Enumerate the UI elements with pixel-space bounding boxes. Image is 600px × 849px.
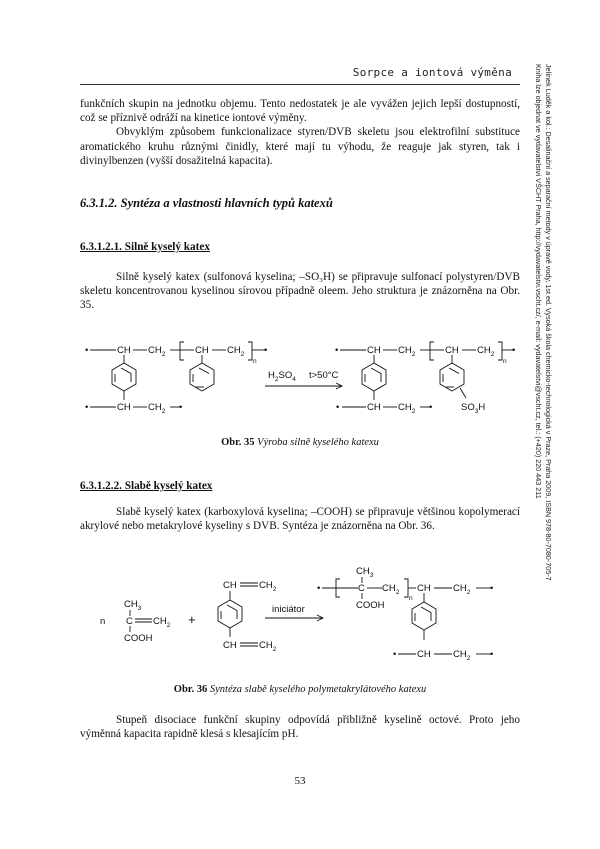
methacrylic-acid-monomer bbox=[100, 599, 171, 644]
chain-end-dot: • bbox=[490, 649, 494, 660]
figure-35-scheme bbox=[80, 330, 520, 430]
product-polymer bbox=[335, 342, 515, 415]
ch-label-2: CH bbox=[223, 640, 237, 651]
n-coefficient: n bbox=[100, 616, 106, 627]
paragraph-block-4 bbox=[80, 713, 520, 741]
chain-end-dot: • bbox=[393, 649, 397, 660]
paragraph-block-2 bbox=[80, 270, 520, 313]
ch-label-3: CH bbox=[417, 583, 431, 594]
chain-end-dot: • bbox=[512, 345, 516, 356]
reaction-arrow bbox=[265, 370, 342, 389]
paragraph-3: Silně kyselý katex (sulfonová kyselina; –SO₃H) se připravuje sulfonací polystyren/DVB skeletu koncentrovanou kyselinou sírovou případně oleem. Jeho struktura je znázorněna na Obr. 35. bbox=[80, 271, 520, 312]
chain-end-dot: • bbox=[429, 402, 433, 413]
chain-end-dot: • bbox=[179, 402, 183, 413]
figure-36-caption-text: Syntéza slabě kyselého polymetakrylátového katexu bbox=[209, 684, 427, 695]
cooh-label-2: COOH bbox=[356, 600, 385, 611]
n-index: n bbox=[409, 595, 413, 602]
paragraph-1: funkčních skupin na jednotku objemu. Tento nedostatek je ale vyvážen jejich lepší dostupností, což se příznivě odráží na kinetice iontové výměny. bbox=[80, 98, 520, 125]
plus-sign: + bbox=[188, 612, 196, 627]
side-citation-note bbox=[534, 64, 553, 764]
ch2-label-4: $CH_2$ bbox=[398, 345, 416, 358]
ch2-label-6: $CH_2$ bbox=[398, 402, 416, 415]
so3h-label: $SO_3H$ bbox=[461, 402, 486, 415]
paragraph-block-3 bbox=[80, 505, 520, 533]
ch-label: CH bbox=[117, 345, 131, 356]
ch-label-2: CH bbox=[195, 345, 209, 356]
header-rule bbox=[80, 84, 520, 85]
chain-end-dot: • bbox=[336, 402, 340, 413]
ch2-label-2: $CH_2$ bbox=[259, 580, 277, 593]
n-index: n bbox=[253, 358, 257, 365]
condition-label: t>50°C bbox=[309, 370, 339, 381]
c-label-2: C bbox=[358, 583, 365, 594]
figure-36-scheme bbox=[80, 558, 520, 670]
n-index-2: n bbox=[503, 358, 507, 365]
initiator-label: iniciátor bbox=[272, 604, 305, 615]
ch-label-5: CH bbox=[445, 345, 459, 356]
chain-end-dot: • bbox=[85, 345, 89, 356]
section-heading-6-3-1-2: 6.3.1.2. Syntéza a vlastnosti hlavních typů katexů bbox=[80, 196, 333, 210]
ch-label: CH bbox=[223, 580, 237, 591]
ch-label-4: CH bbox=[417, 649, 431, 660]
ch3-label-2: $CH_3$ bbox=[356, 566, 374, 579]
ch2-label-2: $CH_2$ bbox=[227, 345, 245, 358]
polymethacrylate-product bbox=[317, 566, 493, 662]
paragraph-2: Obvyklým způsobem funkcionalizace styren/DVB skeletu jsou elektrofilní substituce aromatického kruhu různými činidly, které mají tu výhodu, že reaguje jak styren, tak i divinylbenzen (vyšší dosažitelná kapacita). bbox=[80, 126, 520, 167]
ch-label-6: CH bbox=[367, 402, 381, 413]
side-note-line-1: Jelínek Luděk a kol.: Desalinační a separační metody v úpravě vody, 1st ed. Vysoká škola chemicko-technologická v Praze, Praha 2009, ISBN 978-80-7080-705-7 bbox=[544, 64, 553, 581]
ch2-label-5: $CH_2$ bbox=[453, 583, 471, 596]
subsection-heading-6-3-1-2-1: 6.3.1.2.1. Silně kyselý katex bbox=[80, 241, 210, 253]
reaction-arrow-2 bbox=[265, 604, 323, 621]
figure-36-label: Obr. 36 bbox=[173, 684, 208, 695]
ch2-label: $CH_2$ bbox=[153, 616, 171, 629]
reagent-label: $H_2SO_4$ bbox=[268, 370, 296, 383]
subsection-heading-6-3-1-2-2: 6.3.1.2.2. Slabě kyselý katex bbox=[80, 480, 213, 492]
chain-end-dot: • bbox=[264, 345, 268, 356]
figure-36-caption bbox=[80, 684, 520, 695]
ch2-label-4: $CH_2$ bbox=[382, 583, 400, 596]
chain-end-dot: • bbox=[317, 583, 321, 594]
ch3-label: $CH_3$ bbox=[124, 599, 142, 612]
divinylbenzene-monomer bbox=[218, 580, 277, 653]
reactant-polymer bbox=[85, 342, 267, 415]
figure-35-label: Obr. 35 bbox=[221, 437, 255, 448]
cooh-label: COOH bbox=[124, 633, 153, 644]
ch2-label-3: $CH_2$ bbox=[259, 640, 277, 653]
ch-label-4: CH bbox=[367, 345, 381, 356]
chain-end-dot: • bbox=[335, 345, 339, 356]
page-number: 53 bbox=[294, 775, 306, 787]
chain-end-dot: • bbox=[490, 583, 494, 594]
paragraph-4: Slabě kyselý katex (karboxylová kyselina; –COOH) se připravuje většinou kopolymerací akrylové nebo metakrylové kyseliny s DVB. Syntéza je znázorněna na Obr. 36. bbox=[80, 506, 520, 533]
chain-end-dot: • bbox=[85, 402, 89, 413]
c-label: C bbox=[126, 616, 133, 627]
running-head: Sorpce a iontová výměna bbox=[352, 66, 512, 79]
ch2-label: $CH_2$ bbox=[148, 345, 166, 358]
paragraph-block-1 bbox=[80, 97, 520, 168]
ch-label-3: CH bbox=[117, 402, 131, 413]
paragraph-5: Stupeň disociace funkční skupiny odpovídá přibližně kyselině octové. Proto jeho výměnná kapacita rapidně klesá s klesajícím pH. bbox=[80, 714, 520, 741]
ch2-label-3: $CH_2$ bbox=[148, 402, 166, 415]
ch2-label-5: $CH_2$ bbox=[477, 345, 495, 358]
figure-35-caption-text: Výroba silně kyselého katexu bbox=[257, 437, 379, 448]
ch2-label-6: $CH_2$ bbox=[453, 649, 471, 662]
side-note-line-2: Kniha lze objednat ve vydavatelství VŠCHT Praha, http://vydavatelstvi.vscht.cz/, e-mail: vydavatelstvi@vscht.cz, tel.: (+420) 220 443 211 bbox=[534, 64, 544, 499]
figure-35-caption bbox=[80, 437, 520, 448]
